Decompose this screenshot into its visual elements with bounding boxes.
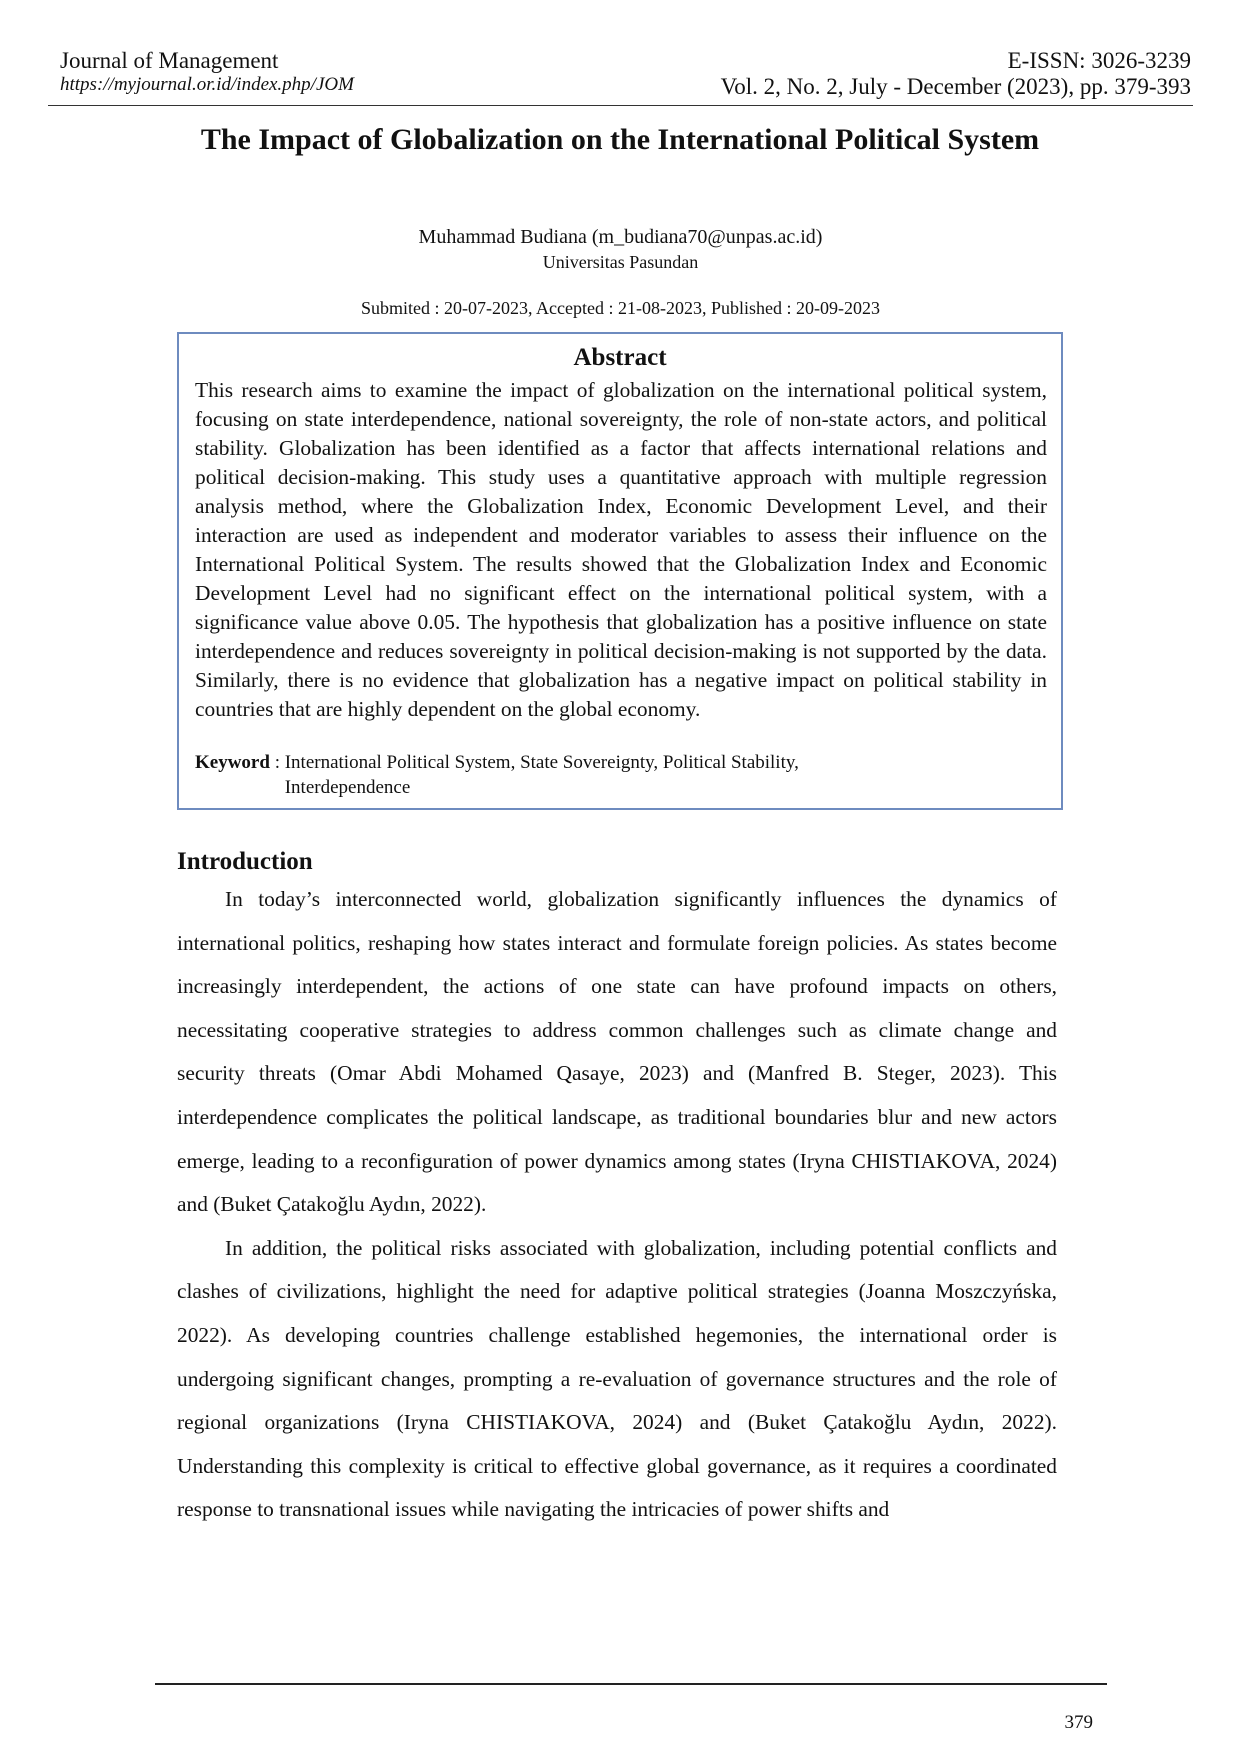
introduction-body [177,878,1057,1532]
journal-volume: Vol. 2, No. 2, July - December (2023), pp. 379-393 [720,74,1191,99]
journal-issn: E-ISSN: 3026-3239 [1007,48,1191,73]
keyword-values: International Political System, State Sovereignty, Political Stability, Interdependence [284,752,799,798]
page-number: 379 [1064,1712,1093,1733]
keywords [195,750,1047,800]
section-heading-introduction: Introduction [177,848,313,875]
introduction-paragraph: In today’s interconnected world, globalization significantly influences the dynamics of international politics, reshaping how states interact and formulate foreign policies. As states become increasingly interdependent, the actions of one state can have profound impacts on others, necessitating cooperative strategies to address common challenges such as climate change and security threats (Omar Abdi Mohamed Qasaye, 2023) and (Manfred B. Steger, 2023). This interdependence complicates the political landscape, as traditional boundaries blur and new actors emerge, leading to a reconfiguration of power dynamics among states (Iryna CHISTIAKOVA, 2024) and (Buket Çatakoğlu Aydın, 2022). [177,887,1057,1217]
abstract-box [177,332,1063,810]
running-header-left [60,48,354,96]
keyword-label: Keyword [195,752,270,773]
keyword-separator: : [269,752,285,773]
journal-url[interactable]: https://myjournal.or.id/index.php/JOM [60,74,354,95]
publication-dates: Submited : 20-07-2023, Accepted : 21-08-2023, Published : 20-09-2023 [361,298,880,318]
running-header-right [721,48,1191,100]
abstract-heading: Abstract [573,344,667,371]
introduction-paragraph: In addition, the political risks associated with globalization, including potential conflicts and clashes of civilizations, highlight the need for adaptive political strategies (Joanna Moszczyńska, 2022). As developing countries challenge established hegemonies, the international order is undergoing significant changes, prompting a re-evaluation of governance structures and the role of regional organizations (Iryna CHISTIAKOVA, 2024) and (Buket Çatakoğlu Aydın, 2022). Understanding this complexity is critical to effective global governance, as it requires a coordinated response to transnational issues while navigating the intricacies of power shifts and [177,1235,1057,1522]
abstract-text: This research aims to examine the impact of globalization on the international political system, focusing on state interdependence, national sovereignty, the role of non-state actors, and political stability. Globalization has been identified as a factor that affects international relations and political decision-making. This study uses a quantitative approach with multiple regression analysis method, where the Globalization Index, Economic Development Level, and their interaction are used as independent and moderator variables to assess their influence on the International Political System. The results showed that the Globalization Index and Economic Development Level had no significant effect on the international political system, with a significance value above 0.05. The hypothesis that globalization has a positive influence on state interdependence and reduces sovereignty in political decision-making is not supported by the data. Similarly, there is no evidence that globalization has a negative impact on political stability in countries that are highly dependent on the global economy. [195,378,1047,721]
author-affiliation: Universitas Pasundan [542,252,699,272]
journal-name: Journal of Management [60,48,279,73]
article-title: The Impact of Globalization on the International Political System [200,123,1040,156]
header-divider [48,105,1193,106]
footer-divider [155,1683,1107,1685]
article-author: Muhammad Budiana (m_budiana70@unpas.ac.id) [418,226,823,248]
